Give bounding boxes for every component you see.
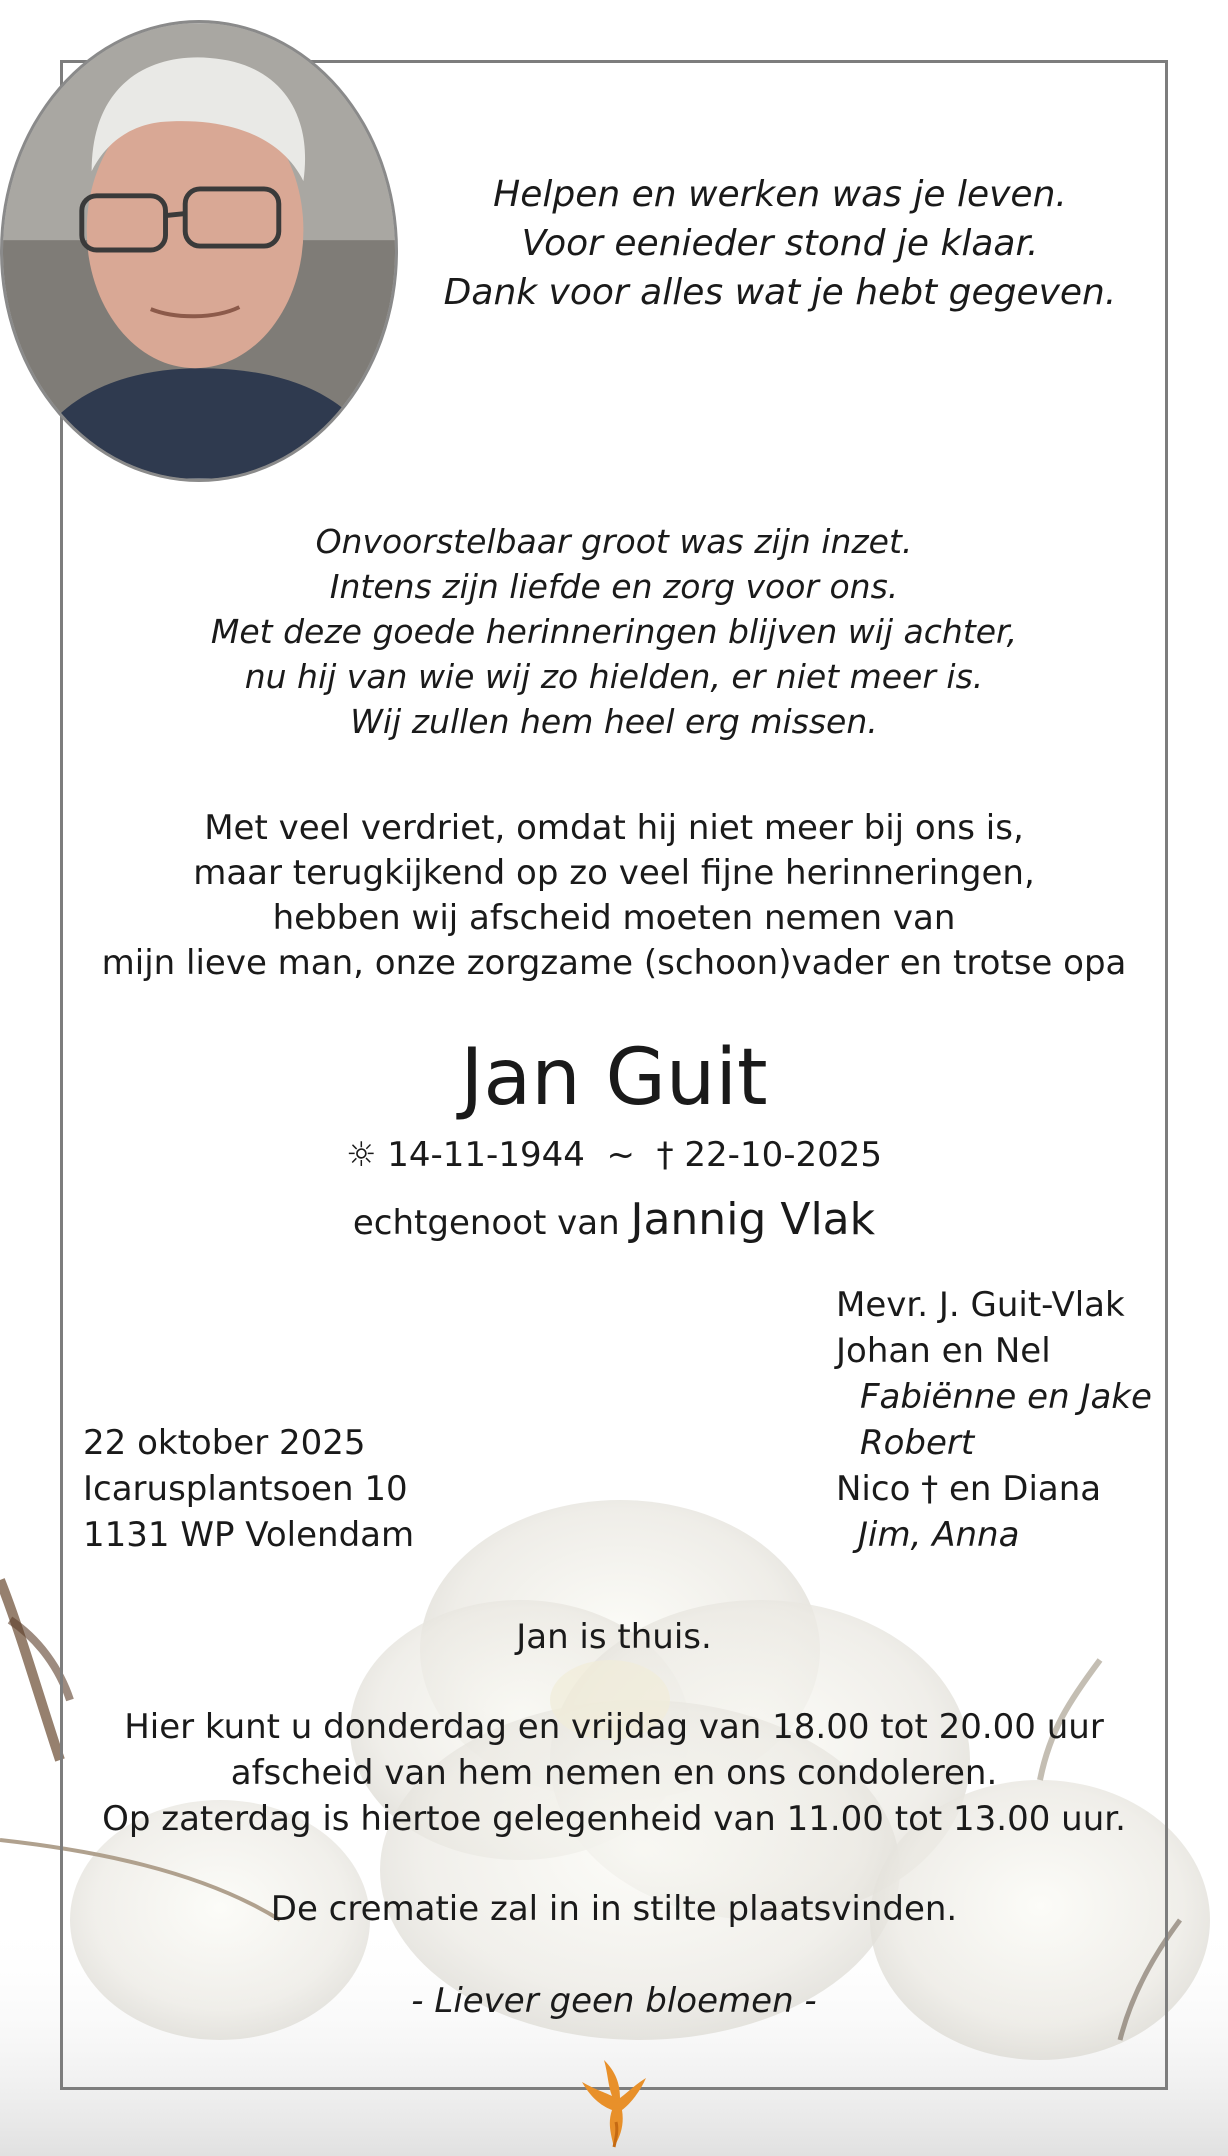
sun-icon: ☼ [345, 1135, 377, 1175]
spouse-line [0, 1192, 1228, 1251]
poem-line: Dank voor alles wat je hebt gegeven. [443, 272, 1117, 313]
life-dates [0, 1132, 1228, 1178]
flowers-notice: - Liever geen bloemen - [411, 1981, 817, 2021]
spouse-name: Jannig Vlak [630, 1194, 876, 1245]
intro-line: hebben wij afscheid moeten nemen van [272, 898, 956, 938]
intro-line: Met veel verdriet, omdat hij niet meer bij ons is, [204, 808, 1024, 848]
deceased-name: Jan Guit [460, 1033, 768, 1123]
visit-line: afscheid van hem nemen en ons condoleren. [230, 1753, 998, 1793]
poem-line: Met deze goede herinneringen blijven wij achter, [210, 612, 1018, 651]
cremation-notice: De crematie zal in in stilte plaatsvinden. [270, 1889, 958, 1929]
intro-line: mijn lieve man, onze zorgzame (schoon)vader en trotse opa [101, 943, 1127, 983]
address-city: 1131 WP Volendam [83, 1515, 415, 1555]
poem-line: Wij zullen hem heel erg missen. [350, 702, 878, 741]
spouse-prefix: echtgenoot van [352, 1203, 620, 1243]
family-list [836, 1282, 1152, 1558]
poem-line: Voor eenieder stond je klaar. [521, 223, 1039, 264]
poem-top [370, 170, 1190, 317]
family-member: Robert [860, 1423, 975, 1463]
address-date: 22 oktober 2025 [83, 1423, 366, 1463]
poem-line: Intens zijn liefde en zorg voor ons. [329, 567, 899, 606]
death-date: 22-10-2025 [684, 1135, 883, 1175]
poem-line: nu hij van wie wij zo hielden, er niet meer is. [244, 657, 984, 696]
home-notice: Jan is thuis. [516, 1617, 712, 1657]
portrait-photo [0, 20, 398, 482]
visit-notice [0, 1704, 1228, 1842]
family-member: Mevr. J. Guit-Vlak [836, 1285, 1125, 1325]
family-member: Jim, Anna [858, 1515, 1020, 1555]
announcement-intro [0, 806, 1228, 986]
family-member: Fabiënne en Jake [860, 1377, 1152, 1417]
phoenix-icon [574, 2052, 654, 2152]
address-street: Icarusplantsoen 10 [83, 1469, 408, 1509]
date-separator: ~ [606, 1135, 635, 1175]
birth-date: 14-11-1944 [387, 1135, 585, 1175]
intro-line: maar terugkijkend op zo veel fijne herinneringen, [193, 853, 1035, 893]
visit-line: Op zaterdag is hiertoe gelegenheid van 11.00 tot 13.00 uur. [102, 1799, 1126, 1839]
address-block [83, 1420, 414, 1558]
cross-icon: † [656, 1135, 674, 1175]
poem-middle [0, 519, 1228, 744]
family-member: Nico † en Diana [836, 1469, 1102, 1509]
visit-line: Hier kunt u donderdag en vrijdag van 18.00 tot 20.00 uur [124, 1707, 1104, 1747]
poem-line: Onvoorstelbaar groot was zijn inzet. [315, 522, 913, 561]
poem-line: Helpen en werken was je leven. [493, 174, 1067, 215]
family-member: Johan en Nel [836, 1331, 1051, 1371]
